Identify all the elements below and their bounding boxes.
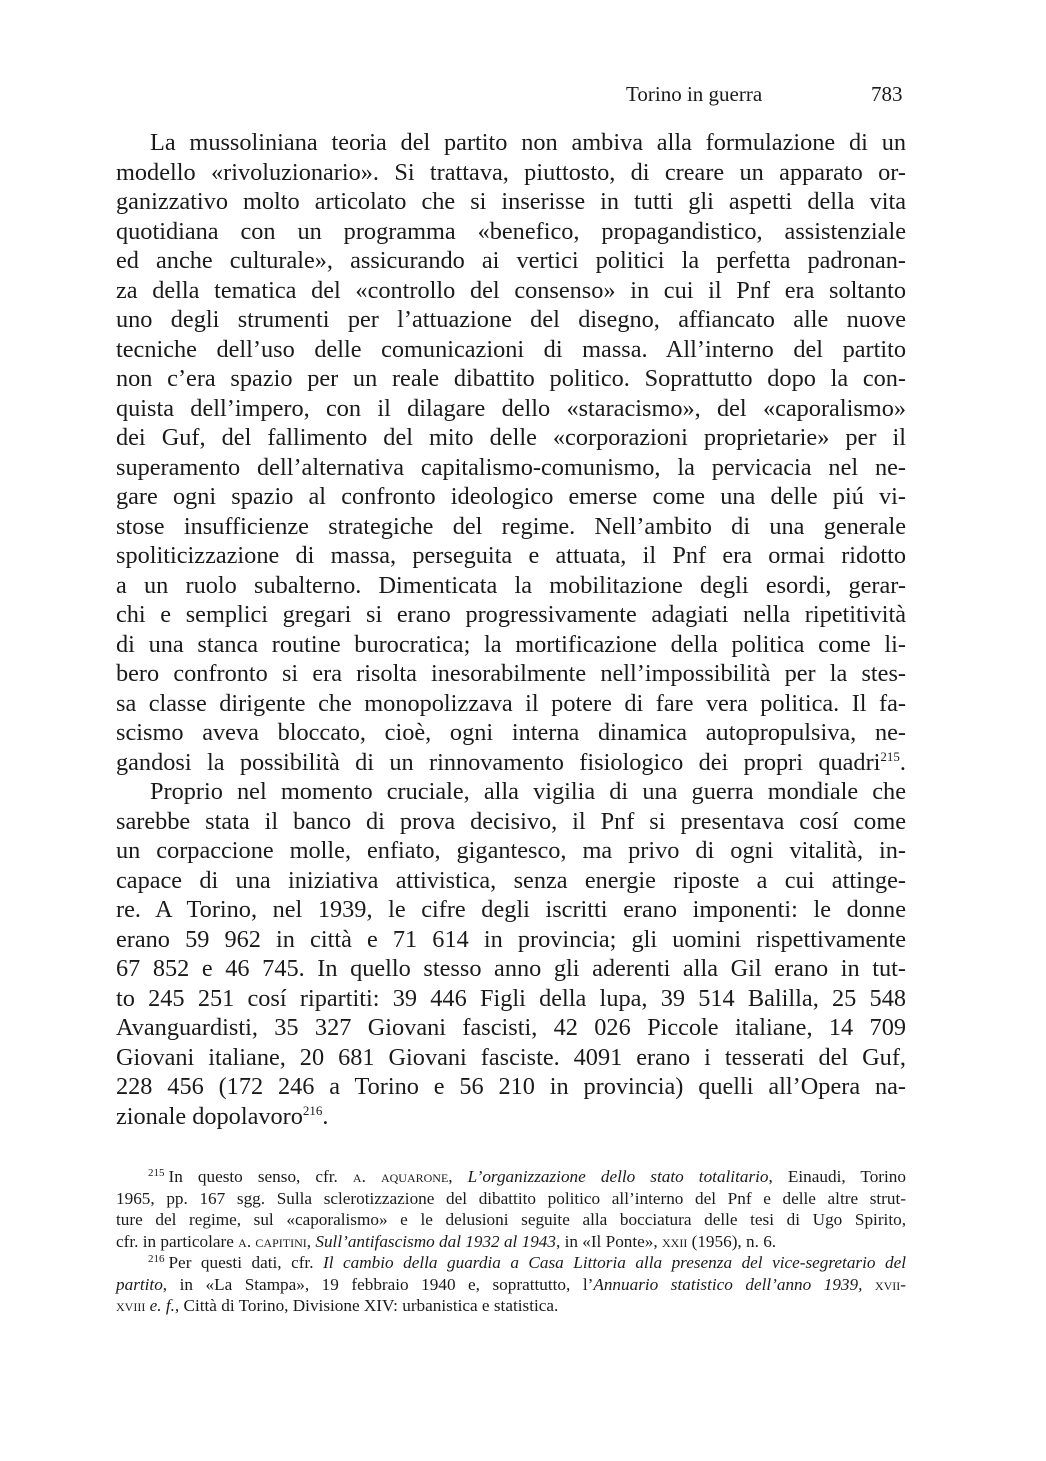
text-line: sa classe dirigente che monopolizzava il potere di fare vera politica. Il fa- [116,689,906,717]
footnote-216-line [116,1252,906,1274]
era-year: xviii [116,1296,146,1315]
footnote-ref-216[interactable]: 216 [302,1102,323,1118]
text-line: za della tematica del «controllo del consenso» in cui il Pnf era soltanto [116,276,906,304]
text-segment: Per questi dati, cfr. [168,1253,324,1272]
era-abbrev: e. f. [145,1296,175,1315]
text-line: stose insufficienze strategiche del regime. Nell’ambito di una generale [116,512,906,540]
footnote-number: 215 [148,1167,165,1179]
text-line: erano 59 962 in città e 71 614 in provincia; gli uomini rispettivamente [116,925,906,953]
text-line: Avanguardisti, 35 327 Giovani fascisti, 42 026 Piccole italiane, 14 709 [116,1014,906,1041]
period: . [899,748,906,776]
footnotes [116,1166,906,1317]
footnote-215-line: 1965, pp. 167 sgg. Sulla sclerotizzazione del dibattito politico all’interno del Pnf e delle altre strut- [116,1188,906,1208]
text-line: superamento dell’alternativa capitalismo-comunismo, la pervicacia nel ne- [116,453,906,481]
text-line: spoliticizzazione di massa, perseguita e attuata, il Pnf era ormai ridotto [116,542,906,569]
article-title: Il cambio della guardia a Casa Littoria alla presenza del vice-segretario del [323,1253,906,1272]
text-segment: cfr. in particolare [116,1231,239,1251]
text-line: 67 852 e 46 745. In quello stesso anno gli aderenti alla Gil erano in tut- [116,955,906,982]
main-text [116,128,906,1131]
footnote-215-line: ture del regime, sul «caporalismo» e le delusioni seguite alla bocciatura delle tesi di Ugo Spirito, [116,1210,906,1229]
author-name: a. aquarone [352,1167,449,1186]
text-segment: , [448,1167,468,1186]
text-line: non c’era spazio per un reale dibattito politico. Soprattutto dopo la con- [116,365,906,392]
text-line: Proprio nel momento cruciale, alla vigilia di una guerra mondiale che [150,778,906,805]
period: . [322,1102,329,1130]
book-title: L’organizzazione dello stato totalitario [467,1167,769,1186]
text-line: dei Guf, del fallimento del mito delle «corporazioni proprietarie» per il [116,424,906,451]
book-title: Annuario statistico dell’anno 1939, [593,1274,863,1294]
text-line: quista dell’impero, con il dilagare dello «staracismo», del «caporalismo» [116,394,906,422]
text-line: to 245 251 cosí ripartiti: 39 446 Figli della lupa, 39 514 Balilla, 25 548 [116,984,906,1012]
text-line: capace di una iniziativa attivistica, senza energie riposte a cui attinge- [116,866,906,894]
running-head [0,82,1046,112]
text-segment: gandosi la possibilità di un rinnovamento fisiologico dei propri quadri [116,748,881,776]
text-line: un corpaccione molle, enfiato, gigantesco, ma privo di ogni vitalità, in- [116,837,906,864]
text-segment: , Einaudi, Torino [768,1167,906,1186]
footnote-215-line [116,1166,906,1188]
text-line: a un ruolo subalterno. Dimenticata la mobilitazione degli esordi, gerar- [116,571,906,599]
text-line: tecniche dell’uso delle comunicazioni di massa. All’interno del partito [116,335,906,363]
text-line: 228 456 (172 246 a Torino e 56 210 in provincia) quelli all’Opera na- [116,1073,906,1100]
author-name: a. capitini [238,1231,307,1251]
text-line: bero confronto si era risolta inesorabilmente nell’impossibilità per la stes- [116,660,906,687]
text-segment: zionale dopolavoro [116,1102,303,1130]
footnote-ref-215[interactable]: 215 [880,748,900,764]
footnote-215-line [116,1231,906,1253]
text-segment: In questo senso, cfr. [168,1167,353,1186]
running-title: Torino in guerra [626,82,763,106]
era-year: xvii- [862,1274,906,1294]
text-segment: , in «La Stampa», 19 febbraio 1940 e, soprattutto, l’ [162,1274,594,1294]
text-line: ganizzativo molto articolato che si inserisse in tutti gli aspetti della vita [116,188,906,215]
text-line: di una stanca routine burocratica; la mortificazione della politica come li- [116,630,906,658]
text-segment: , [306,1231,316,1251]
footnote-216-line [116,1295,906,1317]
text-line: uno degli strumenti per l’attuazione del disegno, affiancato alle nuove [116,306,906,333]
footnote-number: 216 [148,1253,165,1265]
text-line-paragraph-end [116,748,906,778]
text-segment: , Città di Torino, Divisione XIV: urbanistica e statistica. [174,1296,559,1315]
text-segment: (1956), n. 6. [687,1231,777,1251]
volume-number: xxii [661,1231,688,1251]
text-line: modello «rivoluzionario». Si trattava, piuttosto, di creare un apparato or- [116,158,906,186]
text-line: Giovani italiane, 20 681 Giovani fasciste. 4091 erano i tesserati del Guf, [116,1043,906,1071]
text-line: re. A Torino, nel 1939, le cifre degli iscritti erano imponenti: le donne [116,896,906,923]
text-line: sarebbe stata il banco di prova decisivo, il Pnf si presentava cosí come [116,807,906,835]
text-line: La mussoliniana teoria del partito non ambiva alla formulazione di un [150,129,906,156]
text-line: gare ogni spazio al confronto ideologico emerse come una delle piú vi- [116,483,906,510]
text-line: ed anche culturale», assicurando ai vertici politici la perfetta padronan- [116,247,906,274]
footnote-216-line [116,1274,906,1296]
text-line: chi e semplici gregari si erano progressivamente adagiati nella ripetitività [116,601,906,628]
text-line: scismo aveva bloccato, cioè, ogni interna dinamica autopropulsiva, ne- [116,719,906,746]
text-segment: , in «Il Ponte», [555,1231,662,1251]
page-number: 783 [871,82,903,106]
text-line-paragraph-end [116,1102,906,1132]
book-title: Sull’antifascismo dal 1932 al 1943 [315,1231,556,1251]
text-line: quotidiana con un programma «benefico, propagandistico, assistenziale [116,217,906,245]
article-title: partito [116,1274,163,1294]
